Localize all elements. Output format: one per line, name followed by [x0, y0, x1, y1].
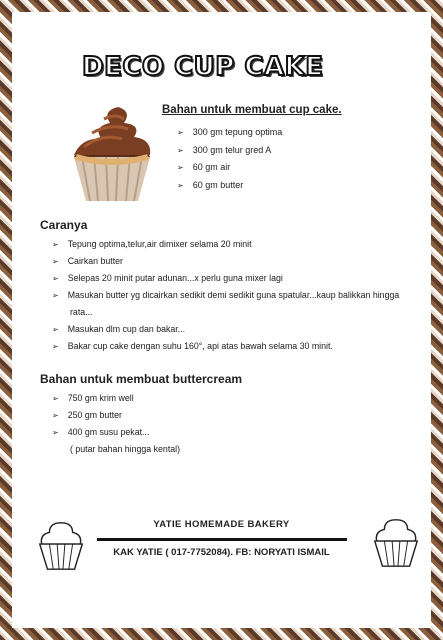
list-item: ➢ Tepung optima,telur,air dimixer selama 20 minit — [52, 236, 404, 253]
footer-divider — [97, 538, 347, 541]
list-item: ➢ 60 gm air — [177, 159, 282, 177]
method-steps — [52, 236, 404, 355]
buttercream-list — [52, 390, 180, 458]
chocolate-cupcake-image — [62, 97, 162, 207]
buttercream-heading: Bahan untuk membuat buttercream — [40, 372, 243, 386]
list-item: ➢ Bakar cup cake dengan suhu 160°, api atas bawah selama 30 minit. — [52, 338, 404, 355]
bakery-name: YATIE HOMEMADE BAKERY — [153, 519, 290, 530]
list-item: ➢ 250 gm butter — [52, 407, 180, 424]
list-item: ➢ 300 gm tepung optima — [177, 124, 282, 142]
contact-info: KAK YATIE ( 017-7752084). FB: NORYATI ISMAIL — [113, 547, 330, 558]
list-item: ➢ Masukan dlm cup dan bakar... — [52, 321, 404, 338]
buttercream-note: ( putar bahan hingga kental) — [70, 444, 181, 454]
list-item: ➢ 300 gm telur gred A — [177, 142, 282, 160]
list-item: ➢ 750 gm krim well — [52, 390, 180, 407]
document-page — [22, 22, 421, 618]
method-heading: Caranya — [40, 218, 88, 232]
footer — [22, 519, 421, 558]
list-item: ➢ 400 gm susu pekat... — [52, 424, 180, 441]
list-item: ➢ 60 gm butter — [177, 177, 282, 195]
list-item: ➢ Selepas 20 minit putar adunan...x perlu guna mixer lagi — [52, 270, 404, 287]
list-item: ➢ Masukan butter yg dicairkan sedikit demi sedikit guna spatular...kaup balikkan hingga rata... — [52, 287, 404, 321]
cupcake-outline-icon — [367, 514, 425, 572]
list-item: ➢ Cairkan butter — [52, 253, 404, 270]
ingredients-heading: Bahan untuk membuat cup cake. — [162, 104, 342, 116]
page-title: DECO CUP CAKE — [82, 52, 324, 82]
ingredients-list — [177, 124, 282, 194]
